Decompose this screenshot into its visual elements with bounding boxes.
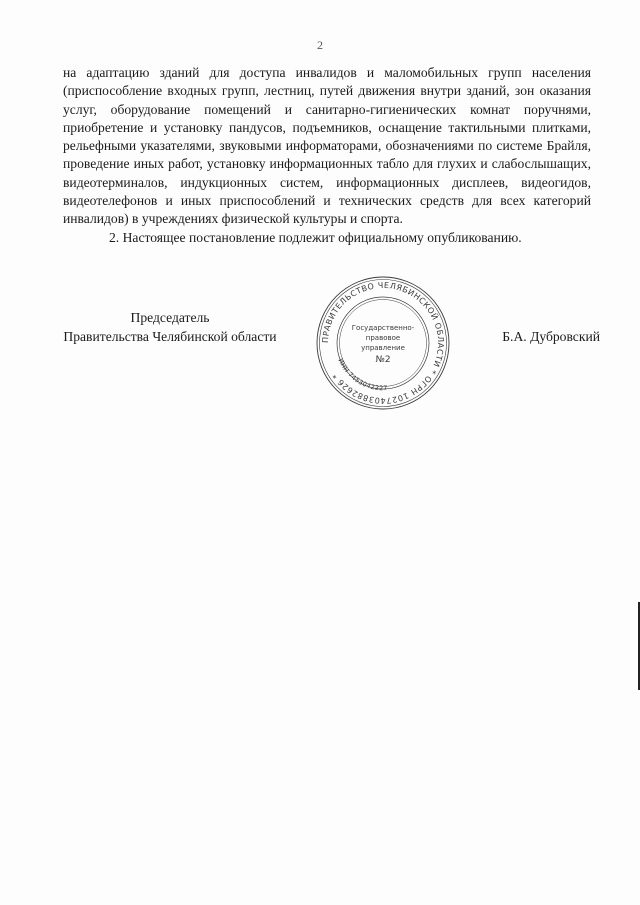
seal-inner-line-2: правовое <box>365 334 401 342</box>
seal-bottom-number: ИНН 7453042227 <box>336 357 388 393</box>
signature-block <box>60 280 600 418</box>
seal-inner-line-1: Государственно- <box>351 324 415 332</box>
page-number: 2 <box>317 38 323 52</box>
signatory-title <box>60 308 280 346</box>
signatory-name: Б.А. Дубровский <box>502 329 600 344</box>
signatory-title-line-2: Правительства Челябинской области <box>63 329 277 344</box>
signatory-title-line-1: Председатель <box>130 310 210 325</box>
seal-inner-line-3: управление <box>361 344 405 352</box>
seal-outer-text: ПРАВИТЕЛЬСТВО ЧЕЛЯБИНСКОЙ ОБЛАСТИ * ОГРН 1027403882626 * <box>320 280 446 406</box>
official-seal <box>314 274 452 412</box>
document-body <box>63 64 591 247</box>
seal-inner-line-4: №2 <box>375 355 391 365</box>
body-paragraph-1: на адаптацию зданий для доступа инвалидов и маломобильных групп населения (приспособление входных групп, лестниц, путей движения внутри зданий, зон оказания услуг, оборудование помещений и санитарно-гигиенических комнат поручнями, приобретение и установку пандусов, подъемников, оснащение тактильными плитками, рельефными указателями, звуковыми информаторами, обозначениями по системе Брайля, проведение иных работ, установку информационных табло для глухих и слабослышащих, видеотерминалов, индукционных систем, информационных дисплеев, видеогидов, видеотелефонов и иных приспособлений и технических средств для всех категорий инвалидов) в учреждениях физической культуры и спорта. <box>63 65 591 227</box>
body-paragraph-2: 2. Настоящее постановление подлежит официальному опубликованию. <box>109 229 522 245</box>
